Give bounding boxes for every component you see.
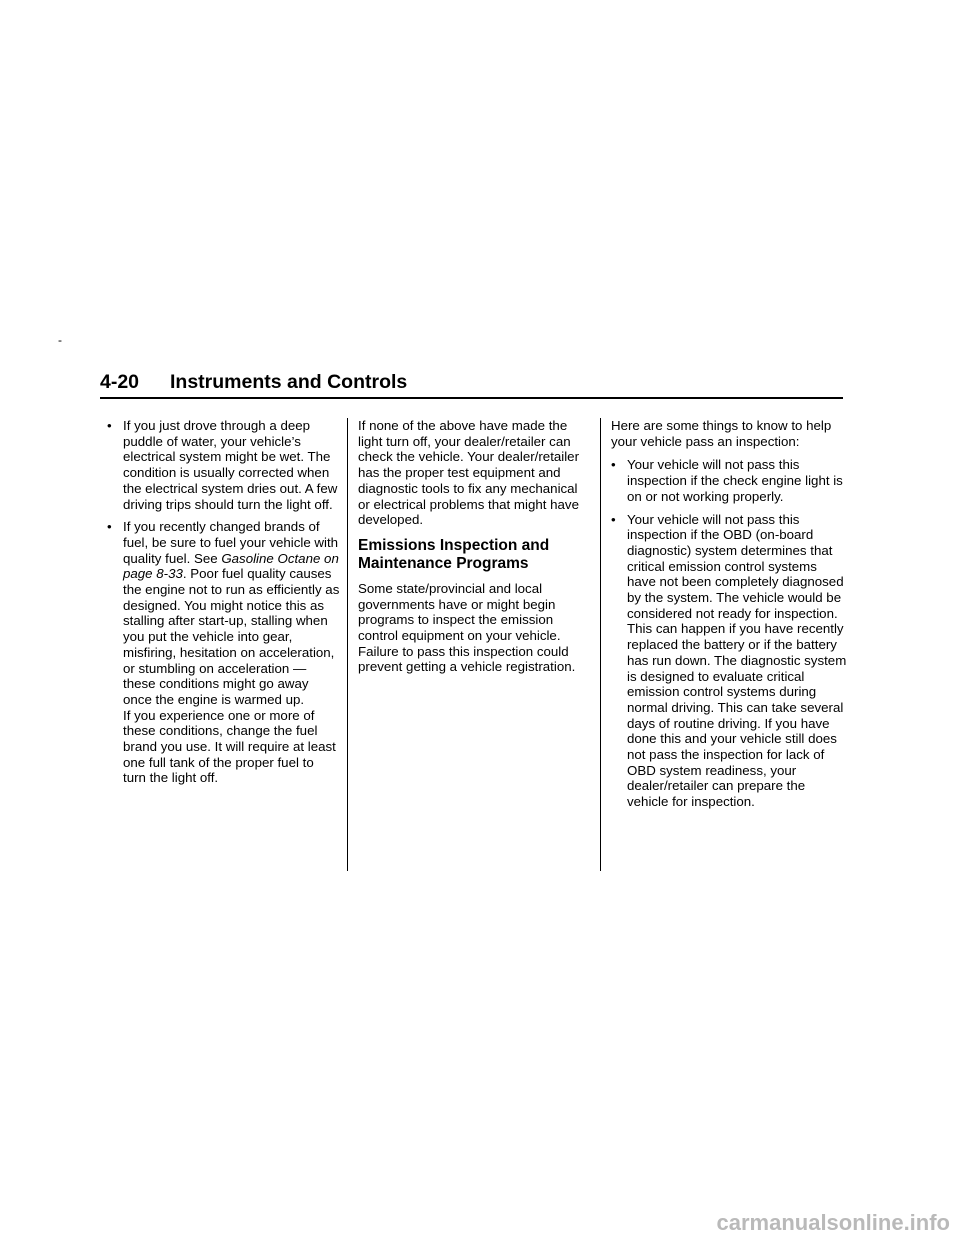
bullet-sub-paragraph: If you experience one or more of these conditions, change the fuel brand you use. It will require at least one full tank of the proper fuel to turn the light off. bbox=[123, 707, 336, 786]
column-3 bbox=[611, 418, 847, 817]
corner-mark: - bbox=[58, 333, 62, 347]
watermark: carmanualsonline.info bbox=[716, 1210, 950, 1235]
column-divider-2 bbox=[600, 418, 601, 871]
page-number: 4-20 bbox=[100, 371, 140, 393]
section-title: Instruments and Controls bbox=[170, 371, 408, 393]
list-item bbox=[107, 418, 340, 512]
bullet-text-start: If you recently changed brands of fuel, be sure to fuel your vehicle with quality fuel. See bbox=[123, 519, 339, 566]
bullet-text bbox=[123, 519, 340, 707]
bullet-icon: • bbox=[107, 418, 112, 433]
intro-paragraph: Here are some things to know to help your vehicle pass an inspection: bbox=[611, 418, 832, 449]
bullet-text-end: . Poor fuel quality causes the engine not to run as efficiently as designed. You might notice this as stalling after start-up, stalling when you put the vehicle into gear, misfiring, hesitation on acceleration, or stumbling on acceleration — these conditions might go away once the engine is warmed up. bbox=[123, 566, 340, 707]
bullet-text: Your vehicle will not pass this inspection if the OBD (on-board diagnostic) system determines that critical emission control systems have not been completely diagnosed by the system. The vehicle would be considered not ready for inspection. This can happen if you have recently replaced the battery or if the battery has run down. The diagnostic system is designed to evaluate critical emission control systems during normal driving. This can take several days of routine driving. If you have done this and your vehicle still does not pass the inspection for lack of OBD system readiness, your dealer/retailer can prepare the vehicle for inspection. bbox=[627, 511, 847, 810]
bullet-text: If you just drove through a deep puddle of water, your vehicle’s electrical system might be wet. The condition is usually corrected when the electrical system dries out. A few driving trips should turn the light off. bbox=[123, 418, 338, 512]
bullet-icon: • bbox=[611, 511, 616, 527]
column-2 bbox=[358, 418, 586, 675]
column-1 bbox=[107, 418, 340, 793]
bullet-icon: • bbox=[611, 457, 616, 473]
list-item bbox=[611, 457, 847, 504]
column-divider-1 bbox=[347, 418, 348, 871]
list-item bbox=[107, 519, 340, 786]
page-header bbox=[100, 370, 843, 399]
cross-reference-link[interactable]: Gasoline Octane on page 8‑33 bbox=[123, 550, 339, 582]
paragraph: If none of the above have made the light turn off, your dealer/retailer can check the vehicle. Your dealer/retailer has the proper test equipment and diagnostic tools to fix any mechanical or electrical problems that might have developed. bbox=[358, 418, 580, 528]
bullet-text: Your vehicle will not pass this inspection if the check engine light is on or not working properly. bbox=[627, 457, 843, 504]
list-item bbox=[611, 512, 847, 810]
section-heading: Emissions Inspection and Maintenance Programs bbox=[358, 536, 550, 572]
paragraph: Some state/provincial and local governments have or might begin programs to inspect the emission control equipment on your vehicle. Failure to pass this inspection could prevent getting a vehicle registration. bbox=[358, 580, 576, 675]
bullet-icon: • bbox=[107, 519, 112, 535]
